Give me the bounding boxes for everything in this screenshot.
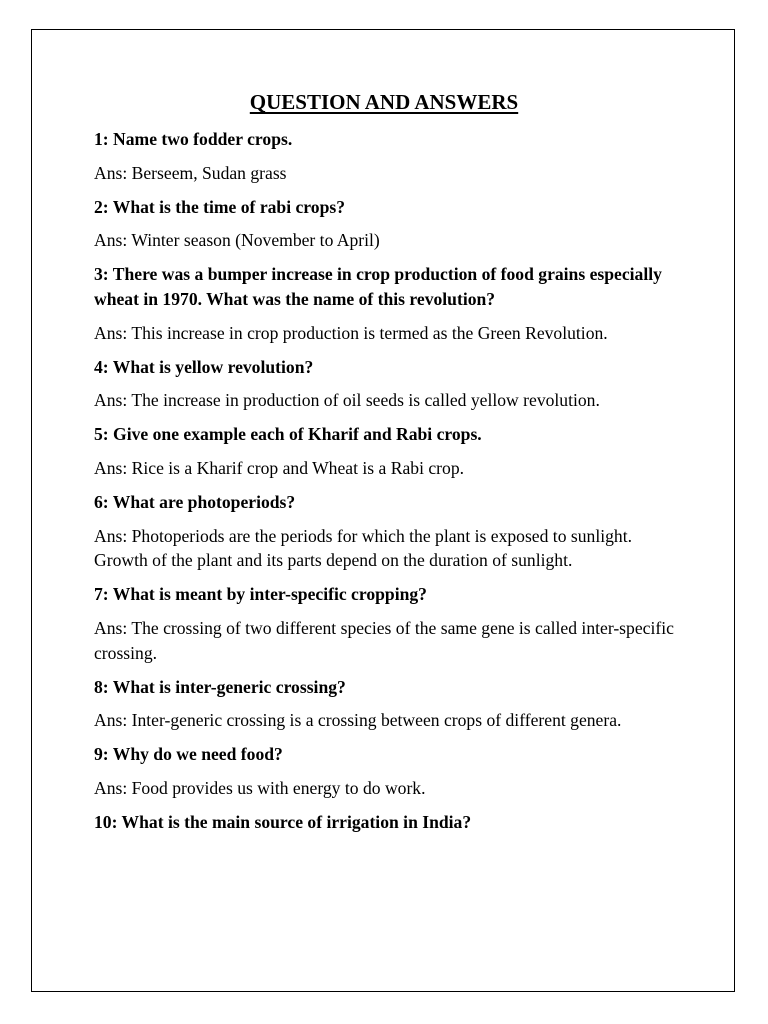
answer-1: Ans: Berseem, Sudan grass [94, 162, 287, 183]
answer-8: Ans: Inter-generic crossing is a crossing between crops of different genera. [94, 710, 622, 731]
question-8: 8: What is inter-generic crossing? [94, 676, 346, 697]
answer-2: Ans: Winter season (November to April) [94, 230, 380, 251]
answer-9: Ans: Food provides us with energy to do work. [94, 777, 426, 798]
question-7: 7: What is meant by inter-specific cropping? [94, 584, 427, 605]
question-3: 3: There was a bumper increase in crop production of food grains especially wheat in 1970. What was the name of this revolution? [94, 264, 662, 309]
question-1: 1: Name two fodder crops. [94, 129, 293, 149]
answer-5: Ans: Rice is a Kharif crop and Wheat is a Rabi crop. [94, 457, 465, 478]
question-4: 4: What is yellow revolution? [94, 356, 314, 377]
question-10: 10: What is the main source of irrigation in India? [94, 811, 472, 832]
qa-list [94, 127, 684, 844]
question-2: 2: What is the time of rabi crops? [94, 196, 346, 217]
question-6: 6: What are photoperiods? [94, 492, 296, 513]
question-5: 5: Give one example each of Kharif and Rabi crops. [94, 424, 482, 445]
page-title: QUESTION AND ANSWERS [249, 90, 519, 114]
answer-3: Ans: This increase in crop production is termed as the Green Revolution. [94, 322, 608, 343]
answer-6: Ans: Photoperiods are the periods for which the plant is exposed to sunlight. Growth of the plant and its parts depend on the duration of sunlight. [94, 525, 632, 571]
answer-7: Ans: The crossing of two different species of the same gene is called inter-specific crossing. [94, 617, 674, 663]
question-9: 9: Why do we need food? [94, 744, 283, 765]
answer-4: Ans: The increase in production of oil seeds is called yellow revolution. [94, 390, 600, 411]
